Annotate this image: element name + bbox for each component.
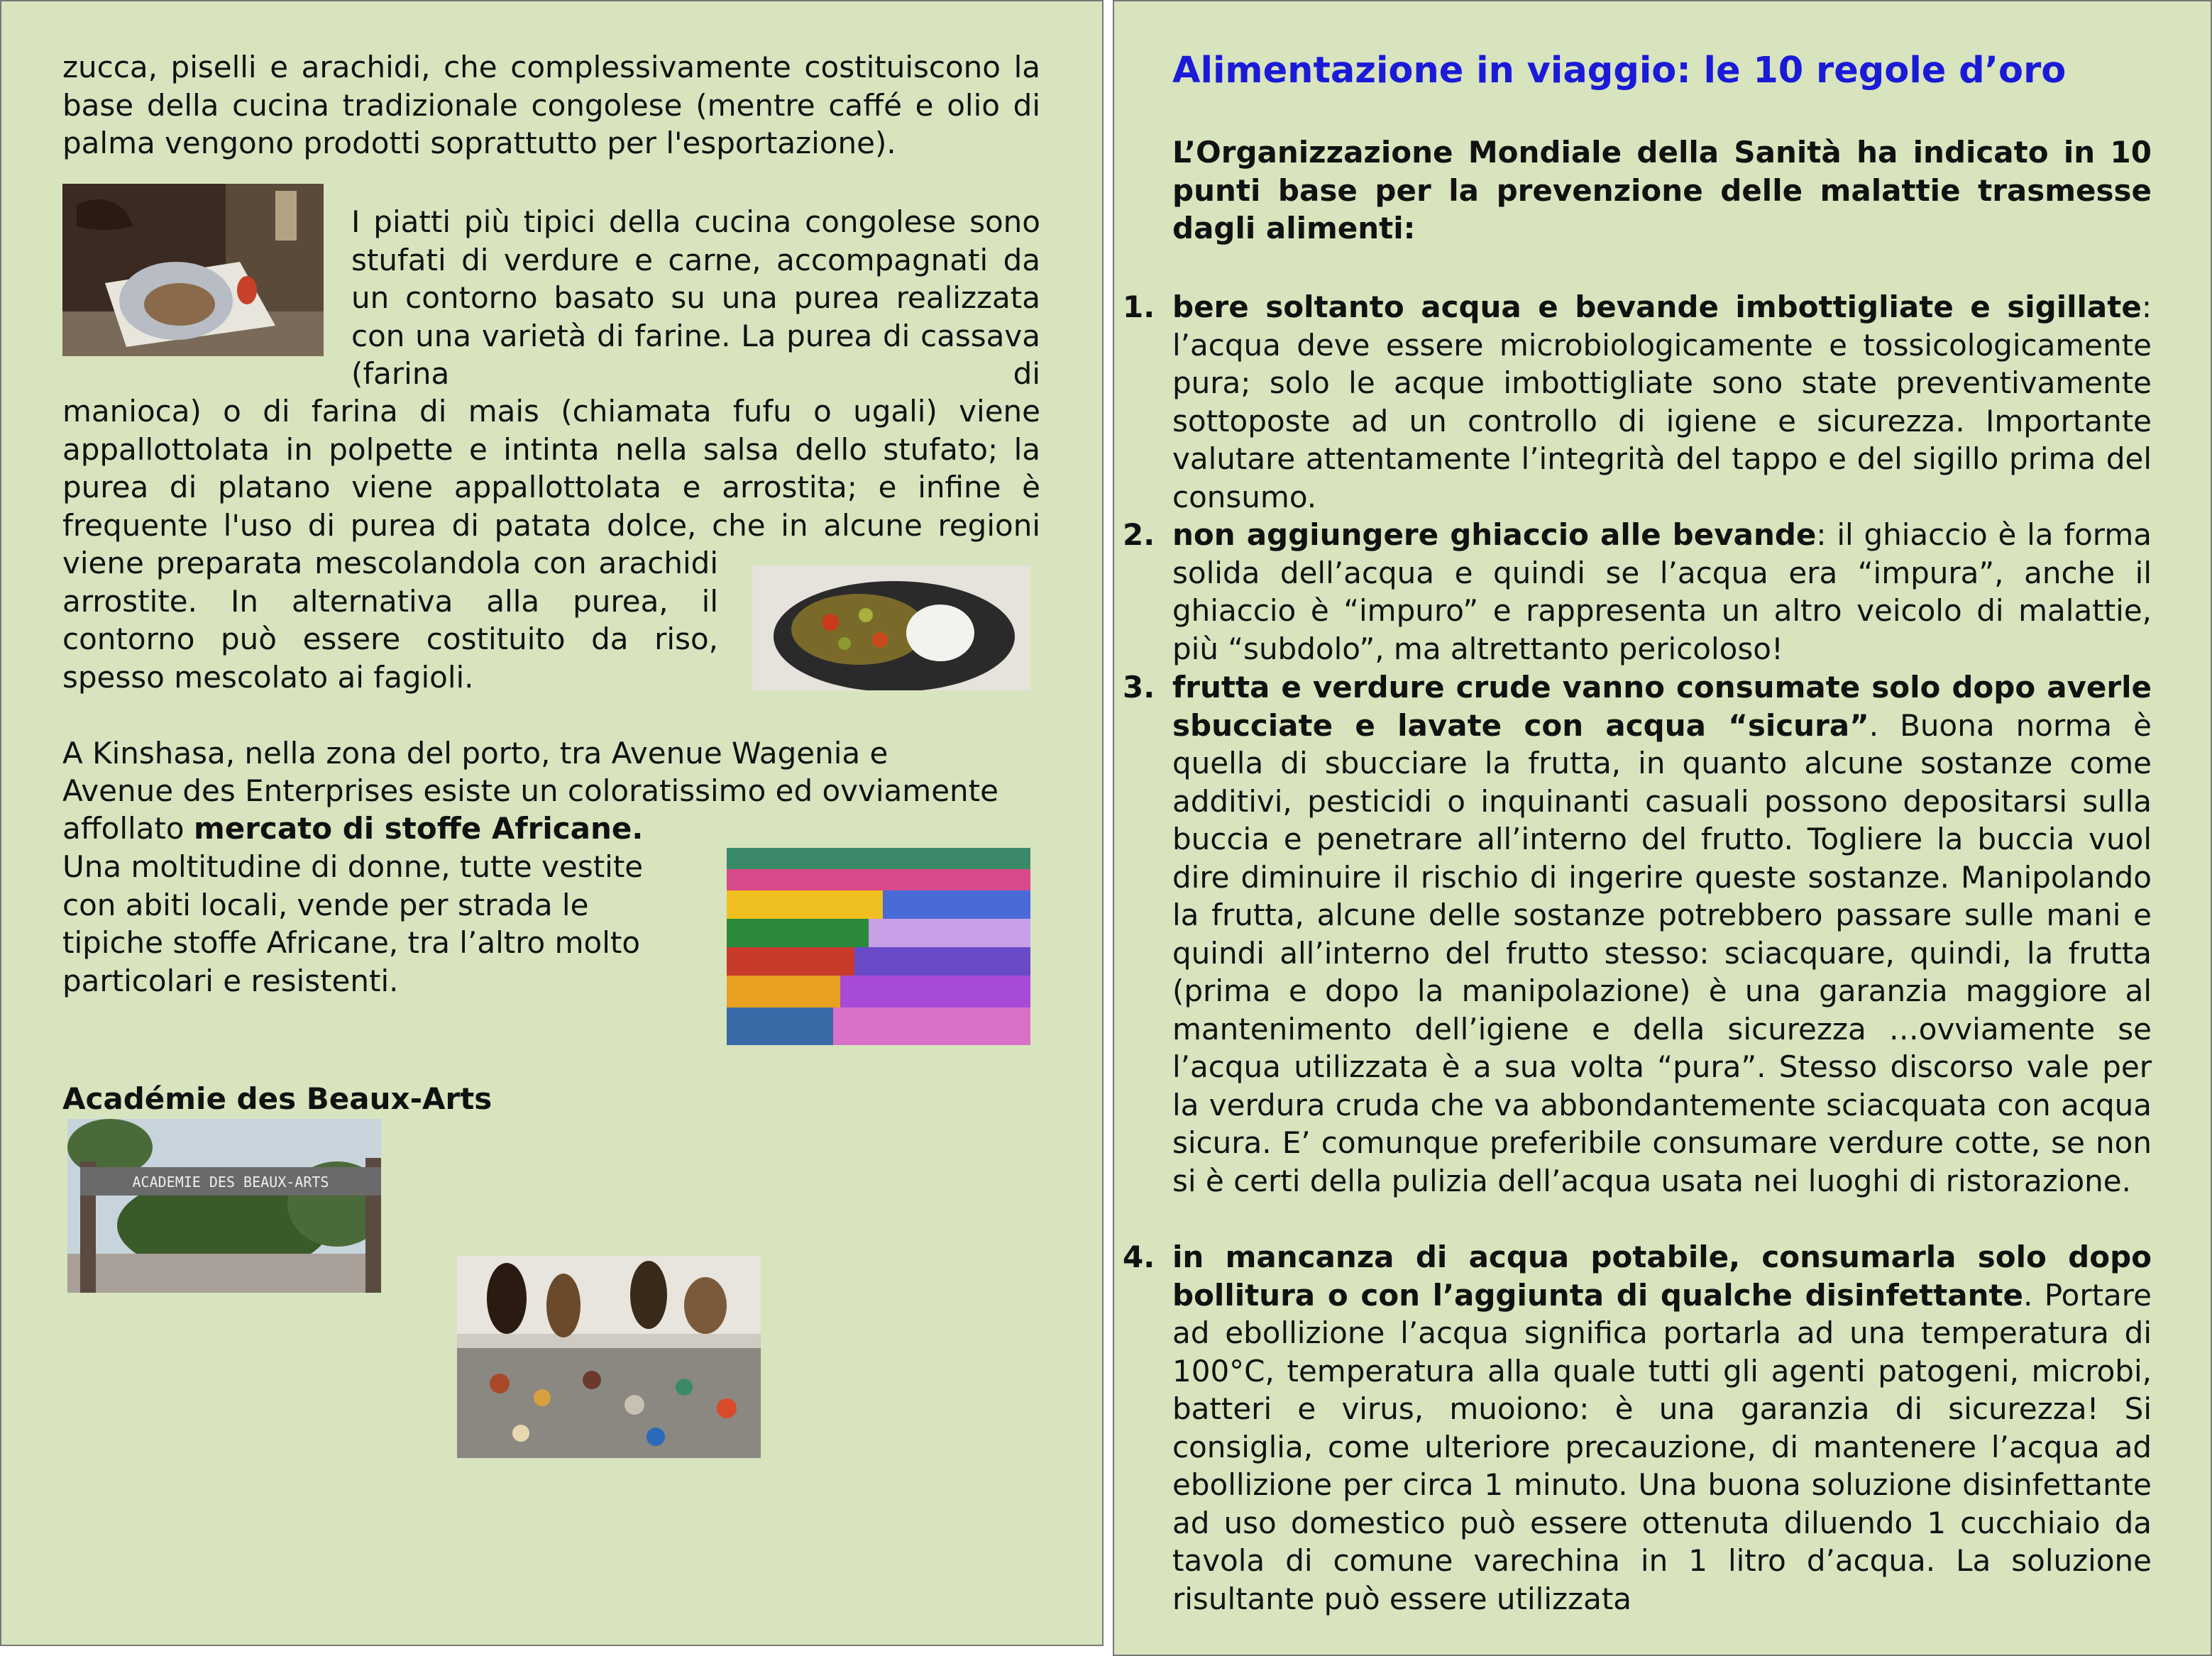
market-prefix: affollato — [62, 811, 194, 846]
page-heading: Alimentazione in viaggio: le 10 regole d’oro — [1172, 50, 2067, 92]
paragraph-dishes-wrap: I piatti più tipici della cucina congolese sono stufati di verdure e carne, accompagnati da un contorno basato su una purea realizzata con una varietà di farine. La purea di cassava (farina di — [351, 204, 1040, 391]
gate-sign-text: ACADEMIE DES BEAUX-ARTS — [132, 1174, 329, 1191]
rule-1-number: 1. — [1123, 289, 1155, 324]
rule-4-number: 4. — [1123, 1240, 1155, 1274]
rule-1 — [1172, 288, 2152, 516]
fabrics-photo — [727, 848, 1030, 1045]
left-page — [0, 0, 1104, 1646]
food-foil-photo — [62, 184, 324, 356]
crafts-photo — [457, 1256, 761, 1458]
academie-title: Académie des Beaux-Arts — [62, 1081, 493, 1116]
rule-2 — [1172, 516, 2152, 668]
paragraph-market-rest: Una moltitudine di donne, tutte vestite con abiti locali, vende per strada le tipiche stoffe Africane, tra l’altro molto particolari e resistenti. — [62, 849, 644, 998]
rule-3 — [1172, 668, 2152, 1200]
rule-4-text: . Portare ad ebollizione l’acqua significa portarla ad una temperatura di 100°C, temperatura alla quale tutti gli agenti patogeni, microbi, batteri e virus, muoiono: è una garanzia di sicurezza! Si consiglia, come ulteriore precauzione, di mantenere l’acqua ad ebollizione per circa 1 minuto. Una buona soluzione disinfettante ad uso domestico può essere ottenuta diluendo 1 cucchiaio da tavola di comune varechina in 1 litro d’acqua. La soluzione risultante può essere utilizzata — [1172, 1277, 2152, 1616]
rule-1-text: : l’acqua deve essere microbiologicamente e tossicologicamente pura; solo le acque imbottigliate sono state preventivamente sottoposte ad un controllo di igiene e sicurezza. Importante valutare attentamente l’integrità del tappo e del sigillo prima del consumo. — [1172, 289, 2152, 514]
rule-4 — [1172, 1238, 2152, 1618]
stew-bowl-photo — [752, 565, 1030, 690]
rule-1-bold: bere soltanto acqua e bevande imbottigliate e sigillate — [1172, 289, 2142, 324]
paragraph-market-line2: Avenue des Enterprises esiste un coloratissimo ed ovviamente — [62, 773, 998, 808]
intro-paragraph: L’Organizzazione Mondiale della Sanità ha indicato in 10 punti base per la prevenzione delle malattie trasmesse dagli alimenti: — [1172, 135, 2152, 245]
paragraph-dishes-full: manioca) o di farina di mais (chiamata fufu o ugali) viene appallottolata in polpette e intinta nella salsa dello stufato; la purea di platano viene appallottolata e arrostita; e infine è frequente l'uso di purea di patata dolce, che in alcune regioni — [62, 394, 1040, 543]
academie-gate-photo — [67, 1119, 381, 1293]
rule-3-text: . Buona norma è quella di sbucciare la frutta, in quanto alcune sostanze come additivi, pesticidi o inquinanti casuali possono depositarsi sulla buccia e penetrare all’interno del frutto. Togliere la buccia vuol dire diminuire il rischio di ingerire queste sostanze. Manipolando la frutta, alcune delle sostanze potrebbero passare sulle mani e quindi all’interno del frutto stesso: sciacquare, quindi, la frutta (prima e dopo la manipolazione) è una garanzia maggiore al mantenimento dell’igiene e della sicurezza …ovviamente se l’acqua utilizzata è a sua volta “pura”. Stesso discorso vale per la verdura cruda che va abbondantemente sciacquata con acqua sicura. E’ comunque preferibile consumare verdure cotte, se non si è certi della pulizia dell’acqua usata nei luoghi di ristorazione. — [1172, 707, 2152, 1198]
rule-2-bold: non aggiungere ghiaccio alle bevande — [1172, 517, 1817, 552]
rule-2-number: 2. — [1123, 517, 1155, 552]
market-bold: mercato di stoffe Africane. — [193, 811, 644, 846]
rule-3-bold: frutta e verdure crude vanno consumate solo dopo averle sbucciate e lavate con acqua “sicura” — [1172, 670, 2152, 743]
paragraph-market-line1: A Kinshasa, nella zona del porto, tra Avenue Wagenia e — [62, 736, 888, 771]
paragraph-ingredients: zucca, piselli e arachidi, che complessivamente costituiscono la base della cucina tradizionale congolese (mentre caffé e olio di palma vengono prodotti soprattutto per l'esportazione). — [62, 50, 1040, 160]
rule-4-bold: in mancanza di acqua potabile, consumarla solo dopo bollitura o con l’aggiunta di qualche disinfettante — [1172, 1240, 2152, 1313]
rule-2-text: : il ghiaccio è la forma solida dell’acqua e quindi se l’acqua era “impura”, anche il ghiaccio è “impuro” e rappresenta un altro veicolo di malattie, più “subdolo”, ma altrettanto pericoloso! — [1172, 517, 2152, 666]
rule-3-number: 3. — [1123, 670, 1155, 705]
paragraph-market-line3 — [62, 810, 1056, 848]
right-page — [1113, 0, 2212, 1656]
paragraph-dishes-end: viene preparata mescolandola con arachidi arrostite. In alternativa alla purea, il contorno può essere costituito da riso, spesso mescolato ai fagioli. — [62, 546, 718, 695]
